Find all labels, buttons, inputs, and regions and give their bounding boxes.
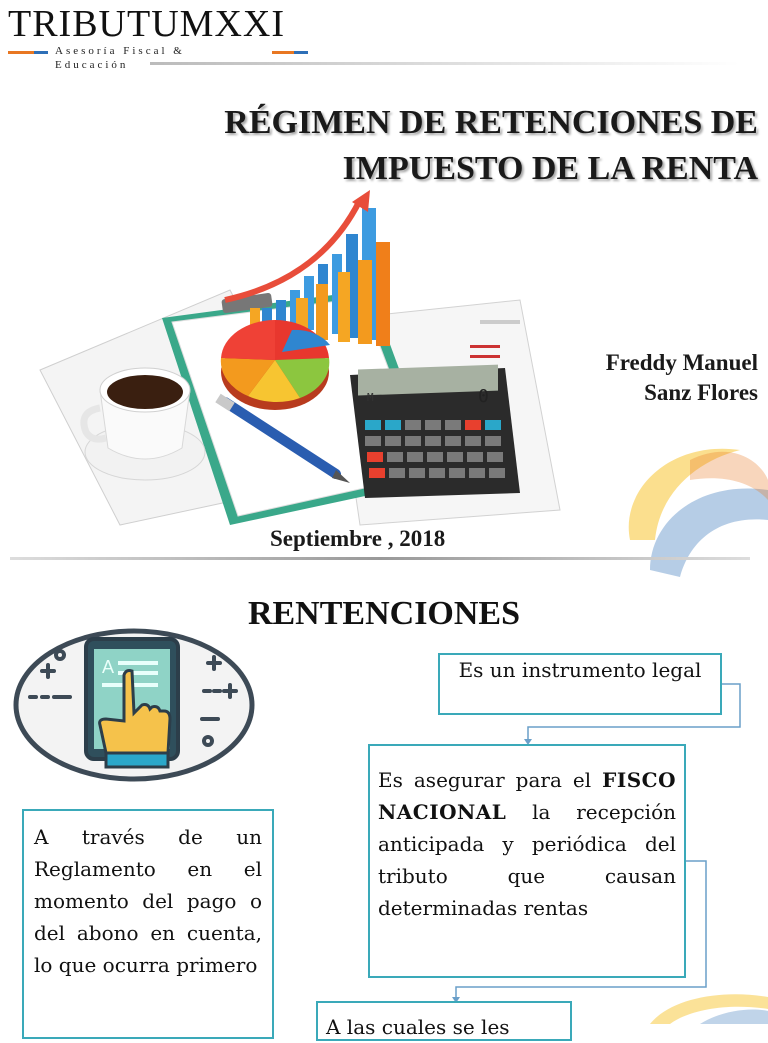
brand-name: TRIBUTUMXXI [8,3,285,45]
purpose-fisco-nacional: FISCO NACIONAL [378,768,676,824]
box-partial-text: A las cuales se les [316,1001,572,1041]
brand-bar-orange-left [8,51,34,54]
title-line-1: RÉGIMEN DE RETENCIONES DE [224,104,758,141]
author-line-2: Sanz Flores [644,380,758,405]
brand-tagline: Asesoría Fiscal & Educación [55,45,185,71]
calculator-graphic [350,365,520,498]
box-legal-instrument: Es un instrumento legal [438,653,722,715]
slide-retenciones [0,577,768,1039]
svg-text:A: A [102,657,115,677]
finance-illustration [0,180,560,540]
decorative-swirl-icon [610,420,768,577]
purpose-text-end: la recepción anticipada y periódica del tributo que causan determinadas rentas [378,800,676,920]
pie-chart-graphic [221,320,330,410]
brand-bar-orange-right [272,51,294,54]
header-divider [150,62,740,65]
brand-bar-blue-left [34,51,48,54]
calculator-mode-label: M [367,391,374,404]
presentation-title [58,100,758,192]
box-purpose [368,744,686,978]
date-divider [10,557,750,560]
title-line-2: IMPUESTO DE LA RENTA [342,150,758,187]
box-regulation: A través de un Reglamento en el momento del pago o del abono en cuenta, lo que ocurra primero [22,809,274,1039]
slide-title: RENTENCIONES [247,595,521,632]
author-line-1: Freddy Manuel [605,350,758,375]
brand-bar-blue-right [294,51,308,54]
calculator-display: 0 [478,386,489,407]
purpose-text-start: Es asegurar para el [378,768,603,792]
presentation-date: Septiembre , 2018 [270,526,446,551]
author-name [498,348,758,408]
decorative-swirl-corner-icon [640,989,768,1024]
